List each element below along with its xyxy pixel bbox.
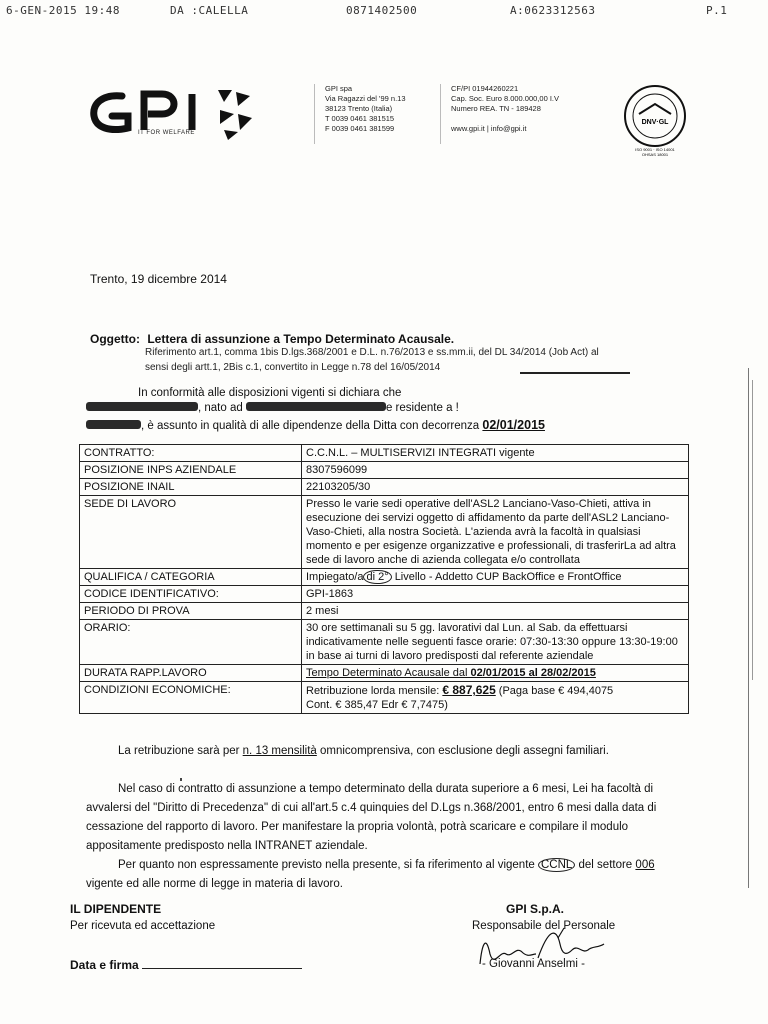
- letter-date: Trento, 19 dicembre 2014: [90, 272, 227, 286]
- header-divider: [440, 84, 441, 144]
- table-row: [80, 586, 689, 603]
- row-key: QUALIFICA / CATEGORIA: [80, 569, 302, 586]
- p3-ccnl: CCNL: [538, 858, 575, 872]
- paragraph-ccnl: [86, 856, 686, 894]
- contract-details-table: [79, 444, 689, 714]
- row-key: CODICE IDENTIFICATIVO:: [80, 586, 302, 603]
- row-key: CONDIZIONI ECONOMICHE:: [80, 682, 302, 714]
- assumption-text: , è assunto in qualità di alle dipendenze della Ditta con decorrenza: [141, 420, 480, 432]
- company-address: [325, 84, 406, 134]
- company-sign-role: Responsabile del Personale: [472, 920, 616, 932]
- row-value: 2 mesi: [302, 603, 689, 620]
- duration-start: 02/01/2015: [470, 667, 526, 679]
- p3-mid: del settore: [575, 859, 633, 871]
- salary-amount: € 887,625: [442, 683, 496, 697]
- row-key: ORARIO:: [80, 620, 302, 665]
- sign-blank: [142, 958, 302, 969]
- p3-pre: Per quanto non espressamente previsto nella presente, si fa riferimento al vigente: [118, 859, 538, 871]
- row-value: 22103205/30: [302, 479, 689, 496]
- fax-from: DA :CALELLA: [170, 4, 249, 17]
- table-row: [80, 665, 689, 682]
- legal-line: Cap. Soc. Euro 8.000.000,00 I.V: [451, 94, 559, 103]
- legal-line: [451, 114, 559, 124]
- redacted-name: [86, 402, 198, 411]
- paragraph-precedenza: Nel caso di contratto di assunzione a tempo determinato della durata superiore a 6 mesi, Lei ha facoltà di avvalersi del "Diritto di Precedenza" di cui all'art.5 c.4 quinquies del D.Lgs n.368/2001, entro 6 mesi dalla data di cessazione del rapporto di lavoro. Per manifestare la propria volontà, potrà scaricare e compilare il modulo appositamente predisposto nella INTRANET aziendale.: [86, 783, 657, 852]
- salary-detail: Cont. € 385,47 Edr € 7,7475): [306, 699, 448, 711]
- fax-number: 0871402500: [346, 4, 418, 17]
- cert-standard: ISO 9001 · ISO 14001: [635, 147, 675, 152]
- intro-line: In conformità alle disposizioni vigenti si dichiara che: [138, 387, 402, 399]
- start-date: 02/01/2015: [482, 418, 545, 432]
- subject-reference: sensi degli artt.1, 2Bis c.1, convertito in Legge n.78 del 16/05/2014: [145, 362, 441, 373]
- intro-line-2: [86, 402, 459, 414]
- salary-post: (Paga base € 494,4075: [495, 685, 614, 697]
- p1-pre: La retribuzione sarà per: [118, 745, 243, 757]
- row-value: [302, 665, 689, 682]
- fax-page: P.1: [706, 4, 728, 17]
- row-value: 30 ore settimanali su 5 gg. lavorativi dal Lun. al Sab. da effettuarsi indicativamente nelle seguenti fasce orarie: 07:30-13:30 oppure 13:30-19:00 in base ai turni di lavoro predisposti dal referente aziendale: [302, 620, 689, 665]
- qualifica-level: di 2°: [363, 570, 391, 584]
- company-sign-title: GPI S.p.A.: [506, 902, 565, 916]
- logo-text: GPI: [88, 84, 90, 85]
- row-key: CONTRATTO:: [80, 445, 302, 462]
- row-value: [302, 682, 689, 714]
- address-line: F 0039 0461 381599: [325, 124, 395, 133]
- row-value: C.C.N.L. – MULTISERVIZI INTEGRATI vigente: [302, 445, 689, 462]
- scan-artifact-line: [748, 368, 749, 888]
- legal-line: www.gpi.it | info@gpi.it: [451, 124, 527, 133]
- employee-title: IL DIPENDENTE: [70, 902, 162, 916]
- row-key: SEDE DI LAVORO: [80, 496, 302, 569]
- row-value: 8307596099: [302, 462, 689, 479]
- sign-label: Data e firma: [70, 958, 139, 972]
- fax-to: A:0623312563: [510, 4, 596, 17]
- born-text: , nato ad: [198, 402, 243, 414]
- certification-seal: [617, 80, 693, 156]
- subject-reference: Riferimento art.1, comma 1bis D.lgs.368/2001 e D.L. n.76/2013 e ss.mm.ii, del DL 34/2014 (Job Act) al: [145, 347, 599, 358]
- table-row: [80, 445, 689, 462]
- header-divider: [314, 84, 315, 144]
- table-row: [80, 682, 689, 714]
- table-row: [80, 496, 689, 569]
- row-key: POSIZIONE INAIL: [80, 479, 302, 496]
- address-line: GPI spa: [325, 84, 353, 93]
- legal-line: CF/PI 01944260221: [451, 84, 519, 93]
- duration-end: 28/02/2015: [540, 667, 596, 679]
- table-row: [80, 569, 689, 586]
- p3-post: vigente ed alle norme di legge in materia di lavoro.: [86, 878, 343, 890]
- table-row: [80, 603, 689, 620]
- scan-artifact-dot: [180, 778, 182, 781]
- address-line: 38123 Trento (Italia): [325, 104, 393, 113]
- paragraph-retribuzione: [118, 742, 609, 761]
- table-row: [80, 620, 689, 665]
- company-signer-name: - Giovanni Anselmi -: [482, 958, 585, 970]
- logo-tagline: IT FOR WELFARE: [138, 130, 195, 136]
- subject-label: Oggetto:: [90, 332, 140, 346]
- row-value: Presso le varie sedi operative dell'ASL2 Lanciano-Vaso-Chieti, attiva in esecuzione dei servizi oggetto di affidamento da parte dell'ASL2 Lanciano-Vaso-Chieti, alla nostra Società. L'azienda avrà la facoltà in qualsiasi momento e per esigenze organizzative e professionali, di trasferirLa ad altra sede di lavoro anche di azienda collegata e/o controllata: [302, 496, 689, 569]
- resident-text: e residente a !: [385, 402, 459, 414]
- salary-pre: Retribuzione lorda mensile:: [306, 685, 443, 697]
- cert-brand: DNV·GL: [641, 119, 669, 126]
- fax-datetime: 6-GEN-2015 19:48: [6, 4, 120, 17]
- row-key: DURATA RAPP.LAVORO: [80, 665, 302, 682]
- intro-line-3: [86, 418, 545, 432]
- cert-ring-text: MANAGEMENT SYSTEM CERTIFICATION: [617, 80, 637, 81]
- qualifica-post: Livello - Addetto CUP BackOffice e FrontOffice: [394, 571, 622, 583]
- scan-artifact-line: [752, 380, 753, 680]
- p3-sector: 006: [635, 859, 655, 871]
- row-value: [302, 569, 689, 586]
- row-value: GPI-1863: [302, 586, 689, 603]
- row-key: PERIODO DI PROVA: [80, 603, 302, 620]
- table-row: [80, 479, 689, 496]
- address-line: Via Ragazzi del '99 n.13: [325, 94, 406, 103]
- redacted-residence: [86, 420, 141, 429]
- cert-standard: OHSAS 18001: [641, 152, 669, 156]
- p1-underlined: n. 13 mensilità: [242, 745, 317, 757]
- redacted-birthplace: [246, 402, 386, 411]
- employee-subtitle: Per ricevuta ed accettazione: [70, 920, 216, 932]
- table-row: [80, 462, 689, 479]
- employee-sign-line: [70, 958, 302, 972]
- p1-post: omnicomprensiva, con esclusione degli assegni familiari.: [316, 745, 609, 757]
- subject-title: Lettera di assunzione a Tempo Determinato Acausale.: [147, 332, 455, 346]
- underline-mark: [520, 372, 630, 374]
- duration-pre: Tempo Determinato Acausale dal: [306, 667, 471, 679]
- subject-line: [90, 332, 454, 346]
- company-legal: [451, 84, 559, 134]
- legal-line: Numero REA. TN - 189428: [451, 104, 541, 113]
- qualifica-pre: Impiegato/a: [306, 571, 364, 583]
- duration-mid: al: [525, 667, 541, 679]
- address-line: T 0039 0461 381515: [325, 114, 395, 123]
- row-key: POSIZIONE INPS AZIENDALE: [80, 462, 302, 479]
